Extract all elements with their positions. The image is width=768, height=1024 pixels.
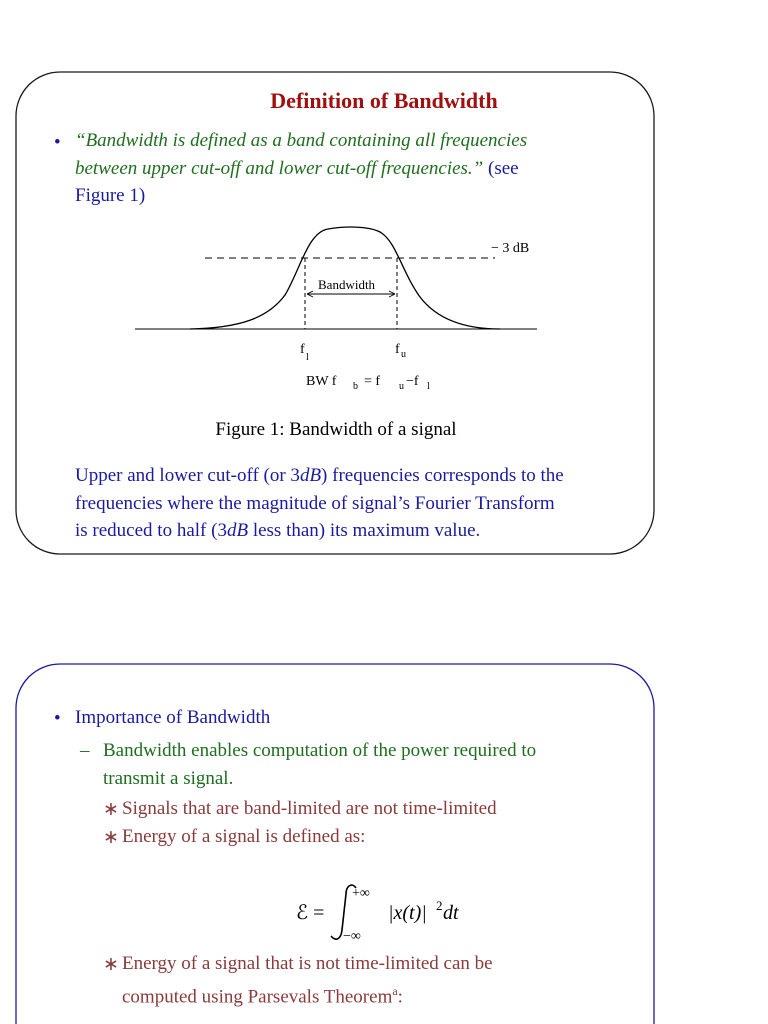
quote-line-2-ref: (see: [483, 157, 519, 179]
bw-formula-sub-b: b: [353, 381, 358, 392]
bw-formula-lhs: BW f: [306, 374, 337, 389]
integrand-exponent: 2: [436, 898, 443, 913]
energy-definition-point: Energy of a signal is defined as:: [122, 826, 366, 847]
footnote-marker: a: [392, 983, 398, 998]
fu-label: f: [395, 342, 400, 357]
db-math-2: dB: [226, 520, 249, 541]
bandwidth-label: Bandwidth: [318, 277, 376, 292]
fu-subscript: u: [401, 349, 406, 360]
dash-marker: –: [80, 740, 90, 761]
power-line-1: Bandwidth enables computation of the power required to: [103, 740, 537, 761]
bw-formula-eq: = f: [364, 374, 381, 389]
integrand: |x(t)|: [388, 902, 427, 924]
star-marker-3: ∗: [103, 954, 119, 975]
integrand-differential: dt: [443, 902, 459, 924]
bullet-marker-2: •: [54, 708, 61, 729]
integral-upper-limit: +∞: [352, 886, 370, 901]
quote-line-3: Figure 1): [75, 185, 146, 206]
bw-formula-minus: −f: [406, 374, 419, 389]
fl-subscript: l: [306, 352, 309, 363]
parseval-line-2-end: :: [397, 985, 403, 1007]
star-marker-1: ∗: [103, 799, 119, 820]
parseval-point: [122, 950, 493, 1010]
explanation-line-3-b: less than) its maximum value.: [248, 520, 481, 541]
slide-title: Definition of Bandwidth: [270, 88, 498, 113]
explanation-line-3-a: is reduced to half (3: [75, 520, 227, 541]
db-math-1: dB: [299, 465, 322, 486]
quote-line-2-text: between upper cut-off and lower cut-off frequencies.”: [75, 157, 484, 179]
bw-formula-sub-u: u: [399, 381, 404, 392]
explanation-line-2: frequencies where the magnitude of signal’s Fourier Transform: [75, 492, 555, 514]
star-marker-2: ∗: [103, 827, 119, 848]
parseval-line-2-text: computed using Parsevals Theorem: [122, 985, 393, 1007]
integral-lower-limit: −∞: [343, 929, 361, 944]
explanation-line-1-a: Upper and lower cut-off (or 3: [75, 465, 300, 486]
db-label: − 3 dB: [491, 241, 530, 256]
importance-heading: Importance of Bandwidth: [75, 707, 271, 728]
power-line-2: transmit a signal.: [103, 767, 234, 789]
parseval-line-2: [122, 978, 493, 1011]
figure-caption: Figure 1: Bandwidth of a signal: [215, 419, 457, 440]
fl-label: f: [300, 342, 305, 357]
bw-formula-sub-l: l: [427, 381, 430, 392]
bullet-marker: •: [54, 132, 61, 153]
quote-line-1: “Bandwidth is defined as a band containing all frequencies: [75, 130, 528, 151]
equation-lhs: ℰ =: [296, 902, 325, 924]
band-limited-point: Signals that are band-limited are not time-limited: [122, 798, 497, 819]
explanation-line-1-b: ) frequencies corresponds to the: [321, 465, 564, 486]
parseval-line-1: Energy of a signal that is not time-limited can be: [122, 953, 493, 974]
